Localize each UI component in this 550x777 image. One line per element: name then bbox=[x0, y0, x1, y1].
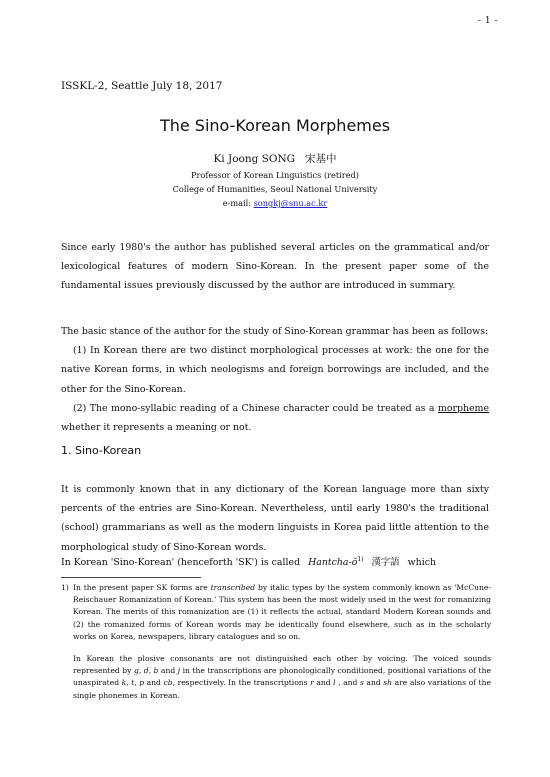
fn2-em8: sh bbox=[383, 678, 393, 688]
section-heading-sino-korean: 1. Sino-Korean bbox=[61, 444, 142, 457]
author-name-hanja: 宋基中 bbox=[305, 153, 337, 165]
fn2-e: , respectively. In the transcriptions bbox=[172, 678, 311, 688]
paper-title: The Sino-Korean Morphemes bbox=[159, 116, 391, 135]
email-label: e-mail: bbox=[222, 198, 254, 208]
fn1-text: In the present paper SK forms are bbox=[73, 583, 211, 592]
section-continuation-line bbox=[61, 553, 489, 572]
page-number: - 1 - bbox=[477, 16, 498, 26]
fn2-em5: r bbox=[310, 678, 314, 688]
line-start: In Korean 'Sino-Korean' (henceforth 'SK') is called bbox=[61, 557, 301, 568]
intro-paragraph: Since early 1980's the author has published several articles on the grammatical and/or lexicological features of modern Sino-Korean. In the present paper some of the fundamental issues previously discussed by the author are introduced in summary. bbox=[61, 242, 489, 292]
section-paragraph: It is commonly known that in any dictionary of the Korean language more than sixty percents of the entries are Sino-Korean. Nevertheless, until early 1980's the traditional (school) grammarians as well as the modern linguists in Korea paid little attention to the morphological study of Sino-Korean words. bbox=[61, 484, 489, 553]
author-email-line bbox=[0, 196, 550, 210]
stance-paragraph bbox=[61, 322, 489, 437]
fn2-f: and bbox=[313, 678, 334, 688]
author-name-line bbox=[0, 151, 550, 168]
morpheme-term: morpheme bbox=[437, 402, 489, 414]
stance-intro: The basic stance of the author for the study of Sino-Korean grammar has been as follows: bbox=[61, 326, 489, 337]
fn2-em3: k, t, p bbox=[121, 678, 145, 688]
fn2-em4: cb bbox=[163, 678, 173, 688]
fn2-em2: j bbox=[177, 666, 181, 676]
point2-text-before: (2) The mono-syllabic reading of a Chinese character could be treated as a bbox=[73, 402, 438, 414]
term-hanja: 漢字語 bbox=[371, 557, 400, 568]
fn2-em6: l bbox=[333, 678, 336, 688]
author-block bbox=[0, 151, 550, 210]
conference-line: ISSKL-2, Seattle July 18, 2017 bbox=[61, 80, 223, 92]
footnote-1 bbox=[61, 582, 491, 643]
fn2-g: , and bbox=[335, 678, 360, 688]
footnote-divider bbox=[61, 577, 201, 578]
point2-text-after: whether it represents a meaning or not. bbox=[61, 422, 252, 434]
fn1-text-after: by italic types by the system commonly known as 'McCune-Reischauer Romanization of Korean.' This system has been the most widely used in the west for romanizing Korean. The merits of this romanization are (1) it reflects the actual, standard Modern Korean sounds and (2) the romanized forms of Korean words may be identically found elsewhere, such as in the scholarly works on Korea, newspapers, library catalogues and so on. bbox=[73, 583, 491, 641]
author-name: Ki Joong SONG bbox=[213, 153, 296, 165]
stance-point-2 bbox=[61, 399, 489, 437]
footnote-ref[interactable]: 1) bbox=[357, 555, 364, 563]
fn1-em: transcribed bbox=[210, 583, 256, 592]
author-affiliation: College of Humanities, Seoul National University bbox=[172, 184, 378, 194]
fn2-a: In Korean the plosive consonants are not distinguished each other by voicing. The voiced sounds represented by bbox=[73, 654, 491, 676]
fn2-h: and bbox=[363, 678, 384, 688]
footnote-marker: 1) bbox=[61, 583, 69, 592]
fn2-i: are also variations of the single phonemes in Korean. bbox=[73, 678, 491, 700]
fn2-em7: s bbox=[359, 678, 364, 688]
line-end: which bbox=[407, 557, 437, 568]
hantcha-term: Hantcha-ŏ bbox=[308, 557, 358, 568]
author-position: Professor of Korean Linguistics (retired) bbox=[191, 170, 359, 180]
footnote-1-continuation bbox=[61, 653, 491, 702]
stance-point-1: (1) In Korean there are two distinct morphological processes at work: the one for the native Korean forms, in which neologisms and foreign borrowings are included, and the other for the Sino-Korean. bbox=[61, 345, 489, 395]
fn2-c: in the transcriptions are phonologically conditioned, positional variations of the unaspirated bbox=[73, 666, 491, 688]
fn2-d: and bbox=[144, 678, 164, 688]
fn2-em1: g, d, b bbox=[133, 666, 159, 676]
email-link[interactable]: songkj@snu.ac.kr bbox=[253, 198, 328, 208]
fn2-b: and bbox=[158, 666, 178, 676]
footnotes bbox=[61, 582, 491, 702]
